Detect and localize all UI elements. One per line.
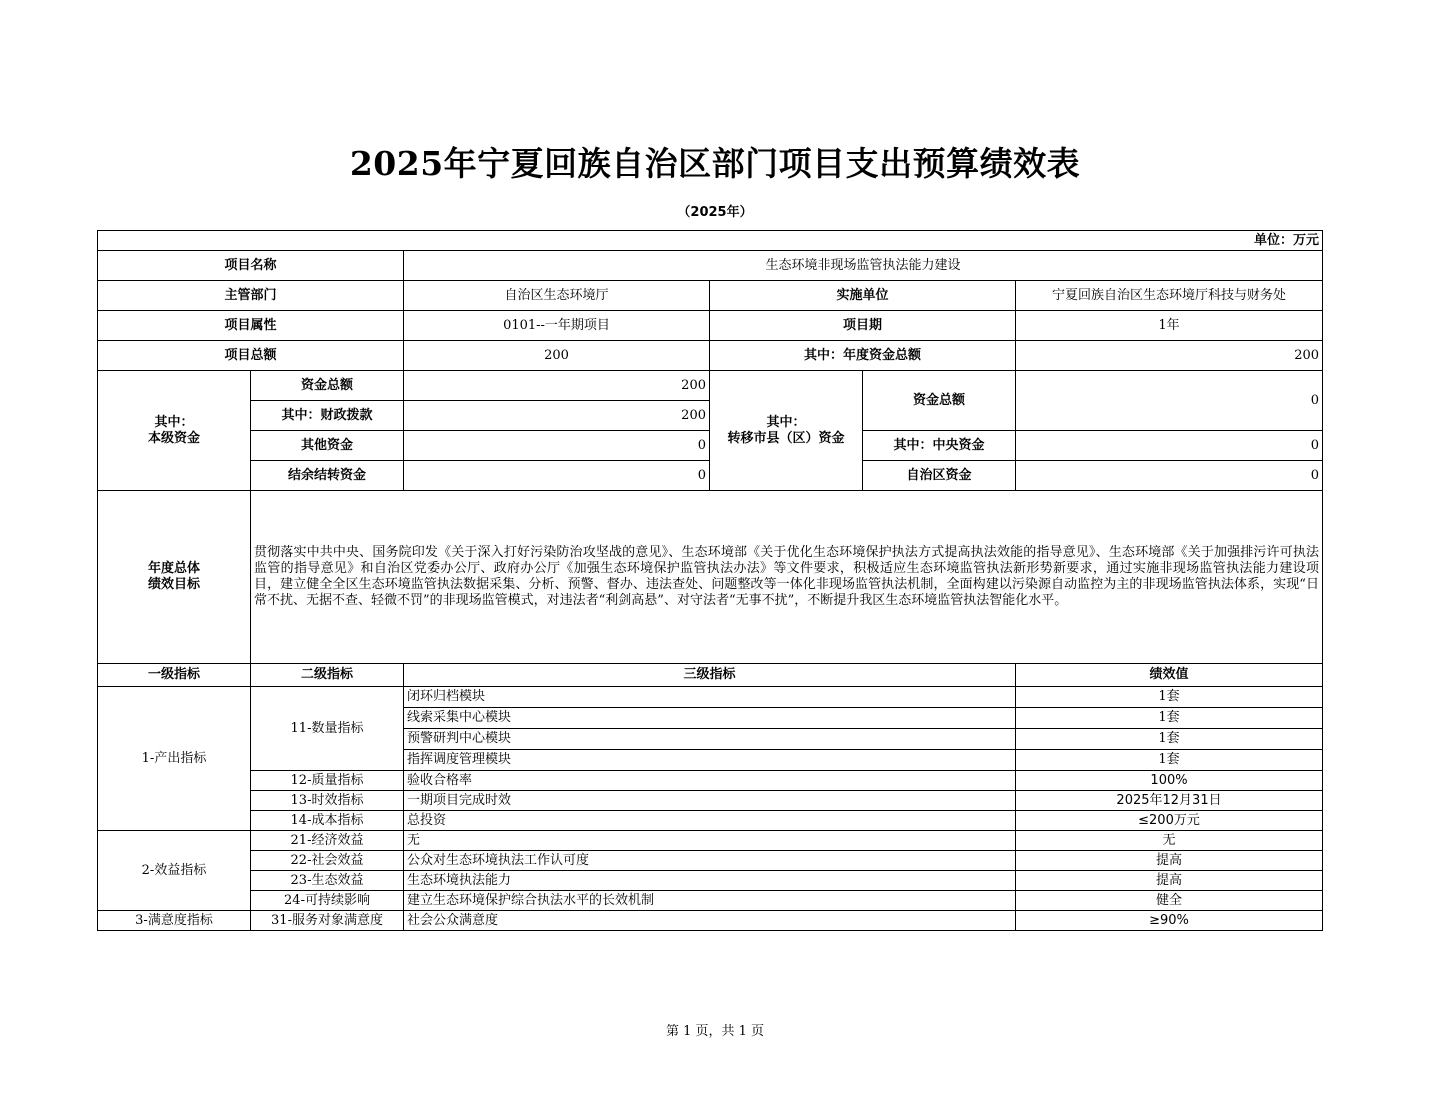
sub-indicator-label: 21-经济效益 [251,831,404,851]
project-name-row [98,251,1323,281]
period-value: 1年 [1016,311,1323,341]
attr-label: 项目属性 [98,311,404,341]
project-name-value: 生态环境非现场监管执法能力建设 [404,251,1323,281]
satisfaction-indicator-label: 3-满意度指标 [98,911,251,931]
sub-indicator-label: 23-生态效益 [251,871,404,891]
indicator-name: 一期项目完成时效 [404,791,1016,811]
header-level1: 一级指标 [98,664,251,687]
annual-value: 200 [1016,341,1323,371]
transfer-funds-label [710,371,863,491]
indicator-name: 闭环归档模块 [404,687,1016,708]
indicator-value: 2025年12月31日 [1016,791,1323,811]
indicator-value: 健全 [1016,891,1323,911]
indicator-value: 1套 [1016,729,1323,750]
indicator-name: 线索采集中心模块 [404,708,1016,729]
carry-label: 结余结转资金 [251,461,404,491]
indicator-value: ≥90% [1016,911,1323,931]
indicator-name: 生态环境执法能力 [404,871,1016,891]
indicator-name: 总投资 [404,811,1016,831]
annual-label: 其中：年度资金总额 [710,341,1016,371]
indicator-value: 1套 [1016,687,1323,708]
page-footer: 第 1 页，共 1 页 [665,1024,765,1039]
quantity-indicator-label: 11-数量指标 [251,687,404,771]
transfer-funds-label-line2: 转移市县（区）资金 [727,430,845,446]
table-row [98,811,1323,831]
output-indicator-label: 1-产出指标 [98,687,251,831]
table-row [98,791,1323,811]
sub-indicator-label: 24-可持续影响 [251,891,404,911]
indicator-name: 预警研判中心模块 [404,729,1016,750]
transfer-total-label: 资金总额 [863,371,1016,431]
attr-value: 0101--一年期项目 [404,311,710,341]
local-funds-label-line2: 本级资金 [147,430,200,446]
indicator-name: 指挥调度管理模块 [404,750,1016,771]
goal-label-line2: 绩效目标 [147,577,200,592]
department-row [98,281,1323,311]
fiscal-label: 其中：财政拨款 [251,401,404,431]
fiscal-value: 200 [404,401,710,431]
goal-text: 贯彻落实中共中央、国务院印发《关于深入打好污染防治攻坚战的意见》、生态环境部《关于优化生态环境保护执法方式提高执法效能的指导意见》、生态环境部《关于加强排污许可执法监管的指导意见》和自治区党委办公厅、政府办公厅《加强生态环境保护监管执法办法》等文件要求，积极适应生态环境监管执法新形势新要求，通过实施非现场监管执法能力建设项目，建立健全全区生态环境监管执法数据采集、分析、预警、督办、违法查处、问题整改等一体化非现场监管执法机制，全面构建以污染源自动监控为主的非现场监管执法体系，实现“日常不扰、无据不查、轻微不罚”的非现场监管模式，对违法者“利剑高悬”、对守法者“无事不扰”，不断提升我区生态环境监管执法智能化水平。 [251,491,1323,664]
goal-label [98,491,251,664]
local-funds-label-line1: 其中： [154,414,194,430]
period-label: 项目期 [710,311,1016,341]
sub-indicator-label: 31-服务对象满意度 [251,911,404,931]
total-row [98,341,1323,371]
transfer-total-value: 0 [1016,371,1323,431]
local-total-label: 资金总额 [251,371,404,401]
table-row [98,687,1323,708]
indicator-value: 无 [1016,831,1323,851]
time-indicator-label: 13-时效指标 [251,791,404,811]
header-level3: 三级指标 [404,664,1016,687]
indicator-value: 提高 [1016,851,1323,871]
local-funds-label [98,371,251,491]
indicator-value: 100% [1016,771,1323,791]
table-row [98,851,1323,871]
cost-indicator-label: 14-成本指标 [251,811,404,831]
indicator-value: 1套 [1016,750,1323,771]
region-value: 0 [1016,461,1323,491]
local-total-value: 200 [404,371,710,401]
attribute-row [98,311,1323,341]
goal-row [98,491,1323,664]
indicator-name: 验收合格率 [404,771,1016,791]
dept-value: 自治区生态环境厅 [404,281,710,311]
benefit-indicator-label: 2-效益指标 [98,831,251,911]
dept-label: 主管部门 [98,281,404,311]
header-level2: 二级指标 [251,664,404,687]
table-row [98,871,1323,891]
table-row [98,771,1323,791]
other-label: 其他资金 [251,431,404,461]
indicator-name: 建立生态环境保护综合执法水平的长效机制 [404,891,1016,911]
indicator-name: 无 [404,831,1016,851]
indicator-value: 提高 [1016,871,1323,891]
total-label: 项目总额 [98,341,404,371]
unit-row [98,231,1323,251]
impl-label: 实施单位 [710,281,1016,311]
indicator-value: 1套 [1016,708,1323,729]
project-name-label: 项目名称 [98,251,404,281]
table-row [98,891,1323,911]
indicator-name: 公众对生态环境执法工作认可度 [404,851,1016,871]
indicator-header-row [98,664,1323,687]
transfer-funds-label-line1: 其中： [766,414,806,430]
goal-label-line1: 年度总体 [147,561,200,576]
funds-row-1 [98,371,1323,401]
quality-indicator-label: 12-质量指标 [251,771,404,791]
indicator-value: ≤200万元 [1016,811,1323,831]
header-value: 绩效值 [1016,664,1323,687]
indicator-name: 社会公众满意度 [404,911,1016,931]
table-row [98,911,1323,931]
central-label: 其中：中央资金 [863,431,1016,461]
region-label: 自治区资金 [863,461,1016,491]
total-value: 200 [404,341,710,371]
page-title: 2025年宁夏回族自治区部门项目支出预算绩效表 [349,144,1081,183]
page-subtitle: （2025年） [677,205,753,220]
central-value: 0 [1016,431,1323,461]
sub-indicator-label: 22-社会效益 [251,851,404,871]
carry-value: 0 [404,461,710,491]
unit-label: 单位：万元 [98,231,1323,251]
impl-value: 宁夏回族自治区生态环境厅科技与财务处 [1016,281,1323,311]
other-value: 0 [404,431,710,461]
performance-table [97,230,1323,931]
table-row [98,831,1323,851]
